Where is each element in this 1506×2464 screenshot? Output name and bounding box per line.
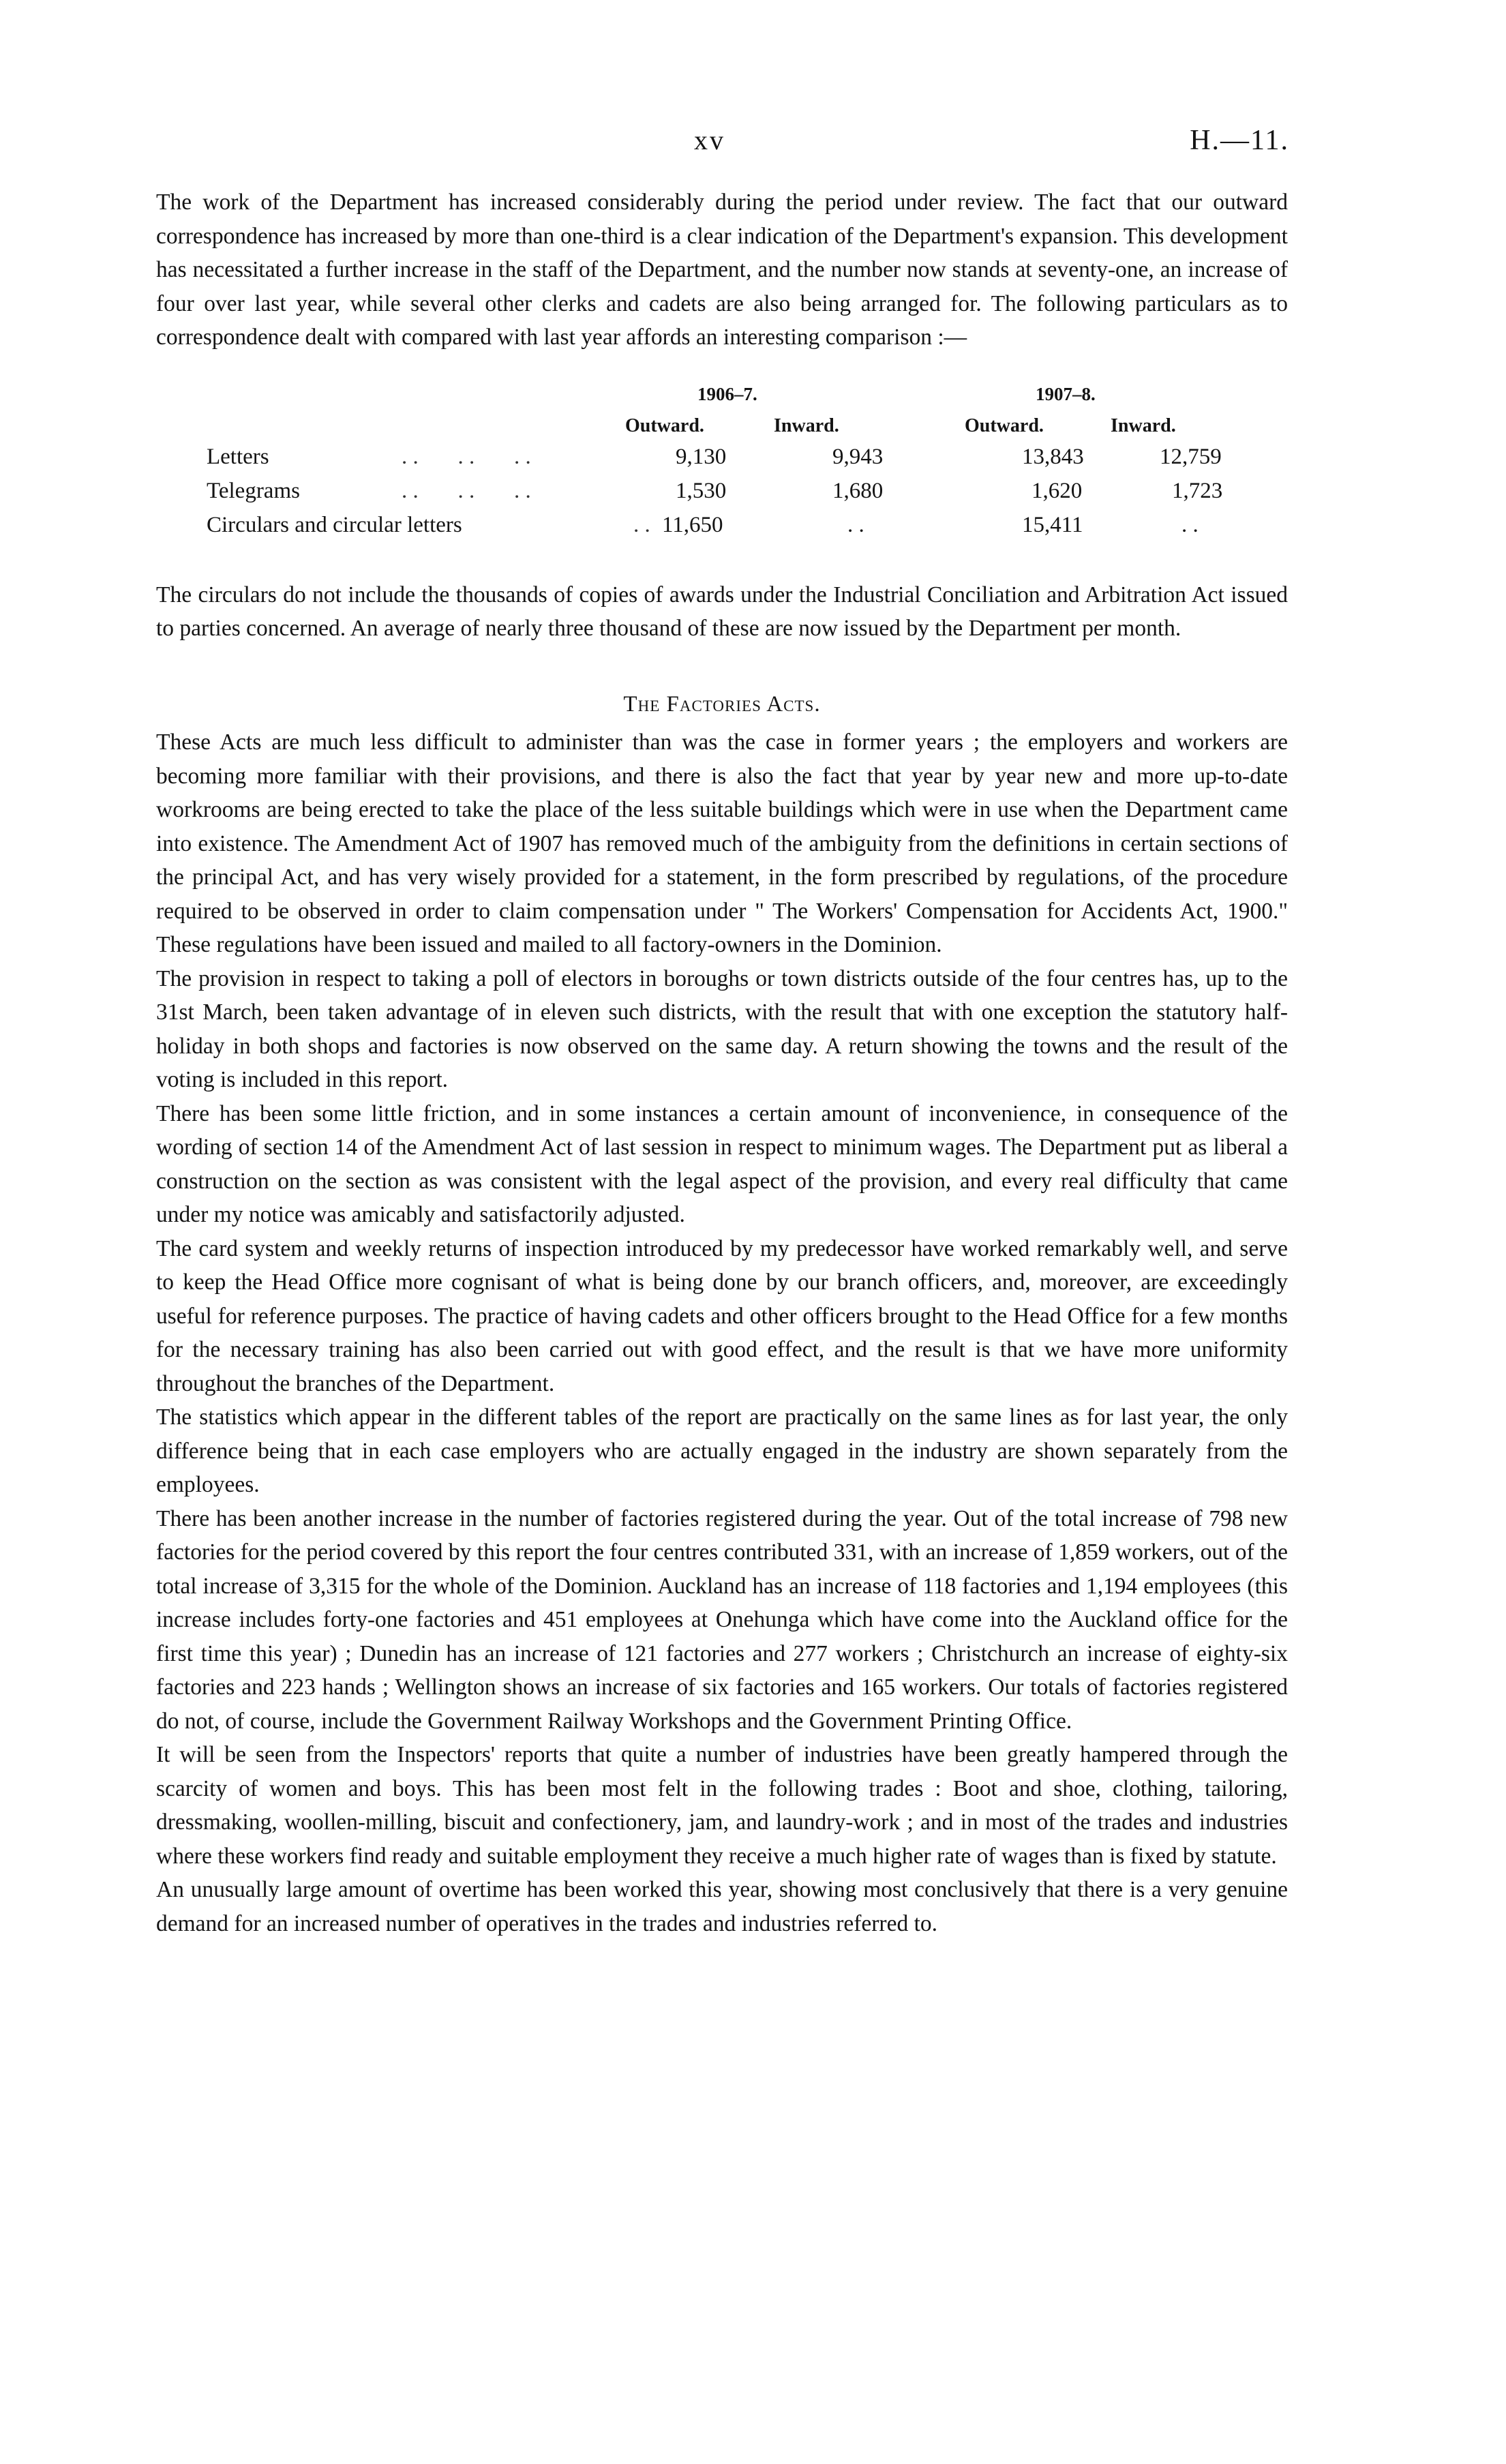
- document-reference: H.—11.: [1190, 125, 1289, 156]
- section-heading: The Factories Acts.: [623, 691, 821, 717]
- table-cell: 1,723: [1172, 478, 1223, 503]
- leader-dots: . . . . . .: [402, 478, 531, 503]
- page-header: [0, 124, 1506, 165]
- paragraph-5: The statistics which appear in the different tables of the report are practically on the same lines as for last year, the only difference being that in each case employers who are actually engaged in the industry are shown separately from the employees.: [156, 1404, 1288, 1497]
- paragraph-8: An unusually large amount of overtime has been worked this year, showing most conclusively that there is a very genuine demand for an increased number of operatives in the trades and industries referred to.: [156, 1877, 1288, 1936]
- table-cell: 15,411: [1022, 512, 1083, 537]
- row-label: Telegrams: [207, 478, 300, 503]
- column-header-inward-1906: Inward.: [774, 415, 839, 436]
- table-cell: 1,620: [1031, 478, 1083, 503]
- table-row-telegrams: [207, 475, 1297, 509]
- page-number: xv: [694, 125, 725, 155]
- table-cell: 1,680: [832, 478, 884, 503]
- paragraph-4: The card system and weekly returns of inspection introduced by my predecessor have worked remarkably well, and serve to keep the Head Office more cognisant of what is being done by our branch officers, and, moreover, are exceedingly useful for reference purposes. The practice of having cadets and other officers brought to the Head Office for a few months for the necessary training has also been carried out with good effect, and the result is that we have more uniformity throughout the branches of the Department.: [156, 1235, 1288, 1396]
- table-cell: 1,530: [676, 478, 727, 503]
- table-cell: 13,843: [1022, 444, 1084, 469]
- paragraph-6: There has been another increase in the number of factories registered during the year. Out of the total increase of 798 new factories for the period covered by this report the four centres contributed 331, with an increase of 1,859 workers, out of the total increase of 3,315 for the whole of the Dominion. Auckland has an increase of 118 factories and 1,194 employees (this increase includes forty-one factories and 451 employees at Onehunga which have come into the Auckland office for the first time this year) ; Dunedin has an increase of 121 factories and 277 workers ; Christchurch an increase of eighty-six factories and 223 hands ; Wellington shows an increase of six factories and 165 workers. Our totals of factories registered do not, of course, include the Government Railway Workshops and the Government Printing Office.: [156, 1505, 1288, 1734]
- table-row-letters: [207, 440, 1297, 475]
- paragraph-2: The provision in respect to taking a poll of electors in boroughs or town districts outside of the four centres has, up to the 31st March, been taken advantage of in eleven such districts, with the result that with one exception the statutory half-holiday in both shops and factories is now observed on the same day. A return showing the towns and the result of the voting is included in this report.: [156, 965, 1288, 1092]
- table-cell: 9,943: [832, 444, 884, 469]
- table-cell: 9,130: [676, 444, 727, 469]
- paragraph-1: These Acts are much less difficult to administer than was the case in former years ; the employers and workers are becoming more familiar with their provisions, and there is also the fact that year by year new and more up-to-date workrooms are being erected to take the place of the less suitable buildings which were in use when the Department came into existence. The Amendment Act of 1907 has removed much of the ambiguity from the definitions in certain sections of the principal Act, and has very wisely provided for a statement, in the form prescribed by regulations, of the procedure required to be observed in order to claim compensation under " The Workers' Compensation for Accidents Act, 1900." These regulations have been issued and mailed to all factory-owners in the Dominion.: [156, 730, 1288, 957]
- table-cell: 11,650: [662, 512, 723, 537]
- column-header-outward-1906: Outward.: [625, 415, 704, 436]
- page-body: [156, 185, 1288, 1940]
- intro-paragraph: The work of the Department has increased considerably during the period under review. The fact that our outward correspondence has increased by more than one-third is a clear indication of the Department's expansion. This development has necessitated a further increase in the staff of the Department, and the number now stands at seventy-one, an increase of four over last year, while several other clerks and cadets are also being arranged for. The following particulars as to correspondence dealt with compared with last year affords an interesting comparison :—: [156, 190, 1288, 350]
- row-label: Letters: [207, 444, 269, 469]
- leader-dots: . .: [633, 512, 650, 537]
- column-header-inward-1907: Inward.: [1111, 415, 1176, 436]
- correspondence-table: [156, 378, 1288, 562]
- table-row-circulars: [207, 509, 1297, 543]
- column-header-outward-1907: Outward.: [965, 415, 1044, 436]
- circulars-paragraph: The circulars do not include the thousands of copies of awards under the Industrial Conciliation and Arbitration Act issued to parties concerned. An average of nearly three thousand of these are now issued by the Department per month.: [156, 582, 1288, 641]
- leader-dots: . . . . . .: [402, 444, 531, 469]
- year-heading-1906: 1906–7.: [697, 383, 757, 404]
- row-label: Circulars and circular letters: [207, 512, 462, 537]
- table-cell: 12,759: [1160, 444, 1222, 469]
- table-cell: . .: [1181, 512, 1199, 537]
- year-heading-1907: 1907–8.: [1036, 383, 1096, 404]
- paragraph-3: There has been some little friction, and in some instances a certain amount of inconvenience, in consequence of the wording of section 14 of the Amendment Act of last session in respect to minimum wages. The Department put as liberal a construction on the section as was consistent with the legal aspect of the provision, and every real difficulty that came under my notice was amicably and satisfactorily adjusted.: [156, 1100, 1288, 1227]
- table-cell: . .: [847, 512, 864, 537]
- paragraph-7: It will be seen from the Inspectors' reports that quite a number of industries have been greatly hampered through the scarcity of women and boys. This has been most felt in the following trades : Boot and shoe, clothing, tailoring, dressmaking, woollen-milling, biscuit and confectionery, jam, and laundry-work ; and in most of the trades and industries where these workers find ready and suitable employment they receive a much higher rate of wages than is fixed by statute.: [156, 1742, 1288, 1869]
